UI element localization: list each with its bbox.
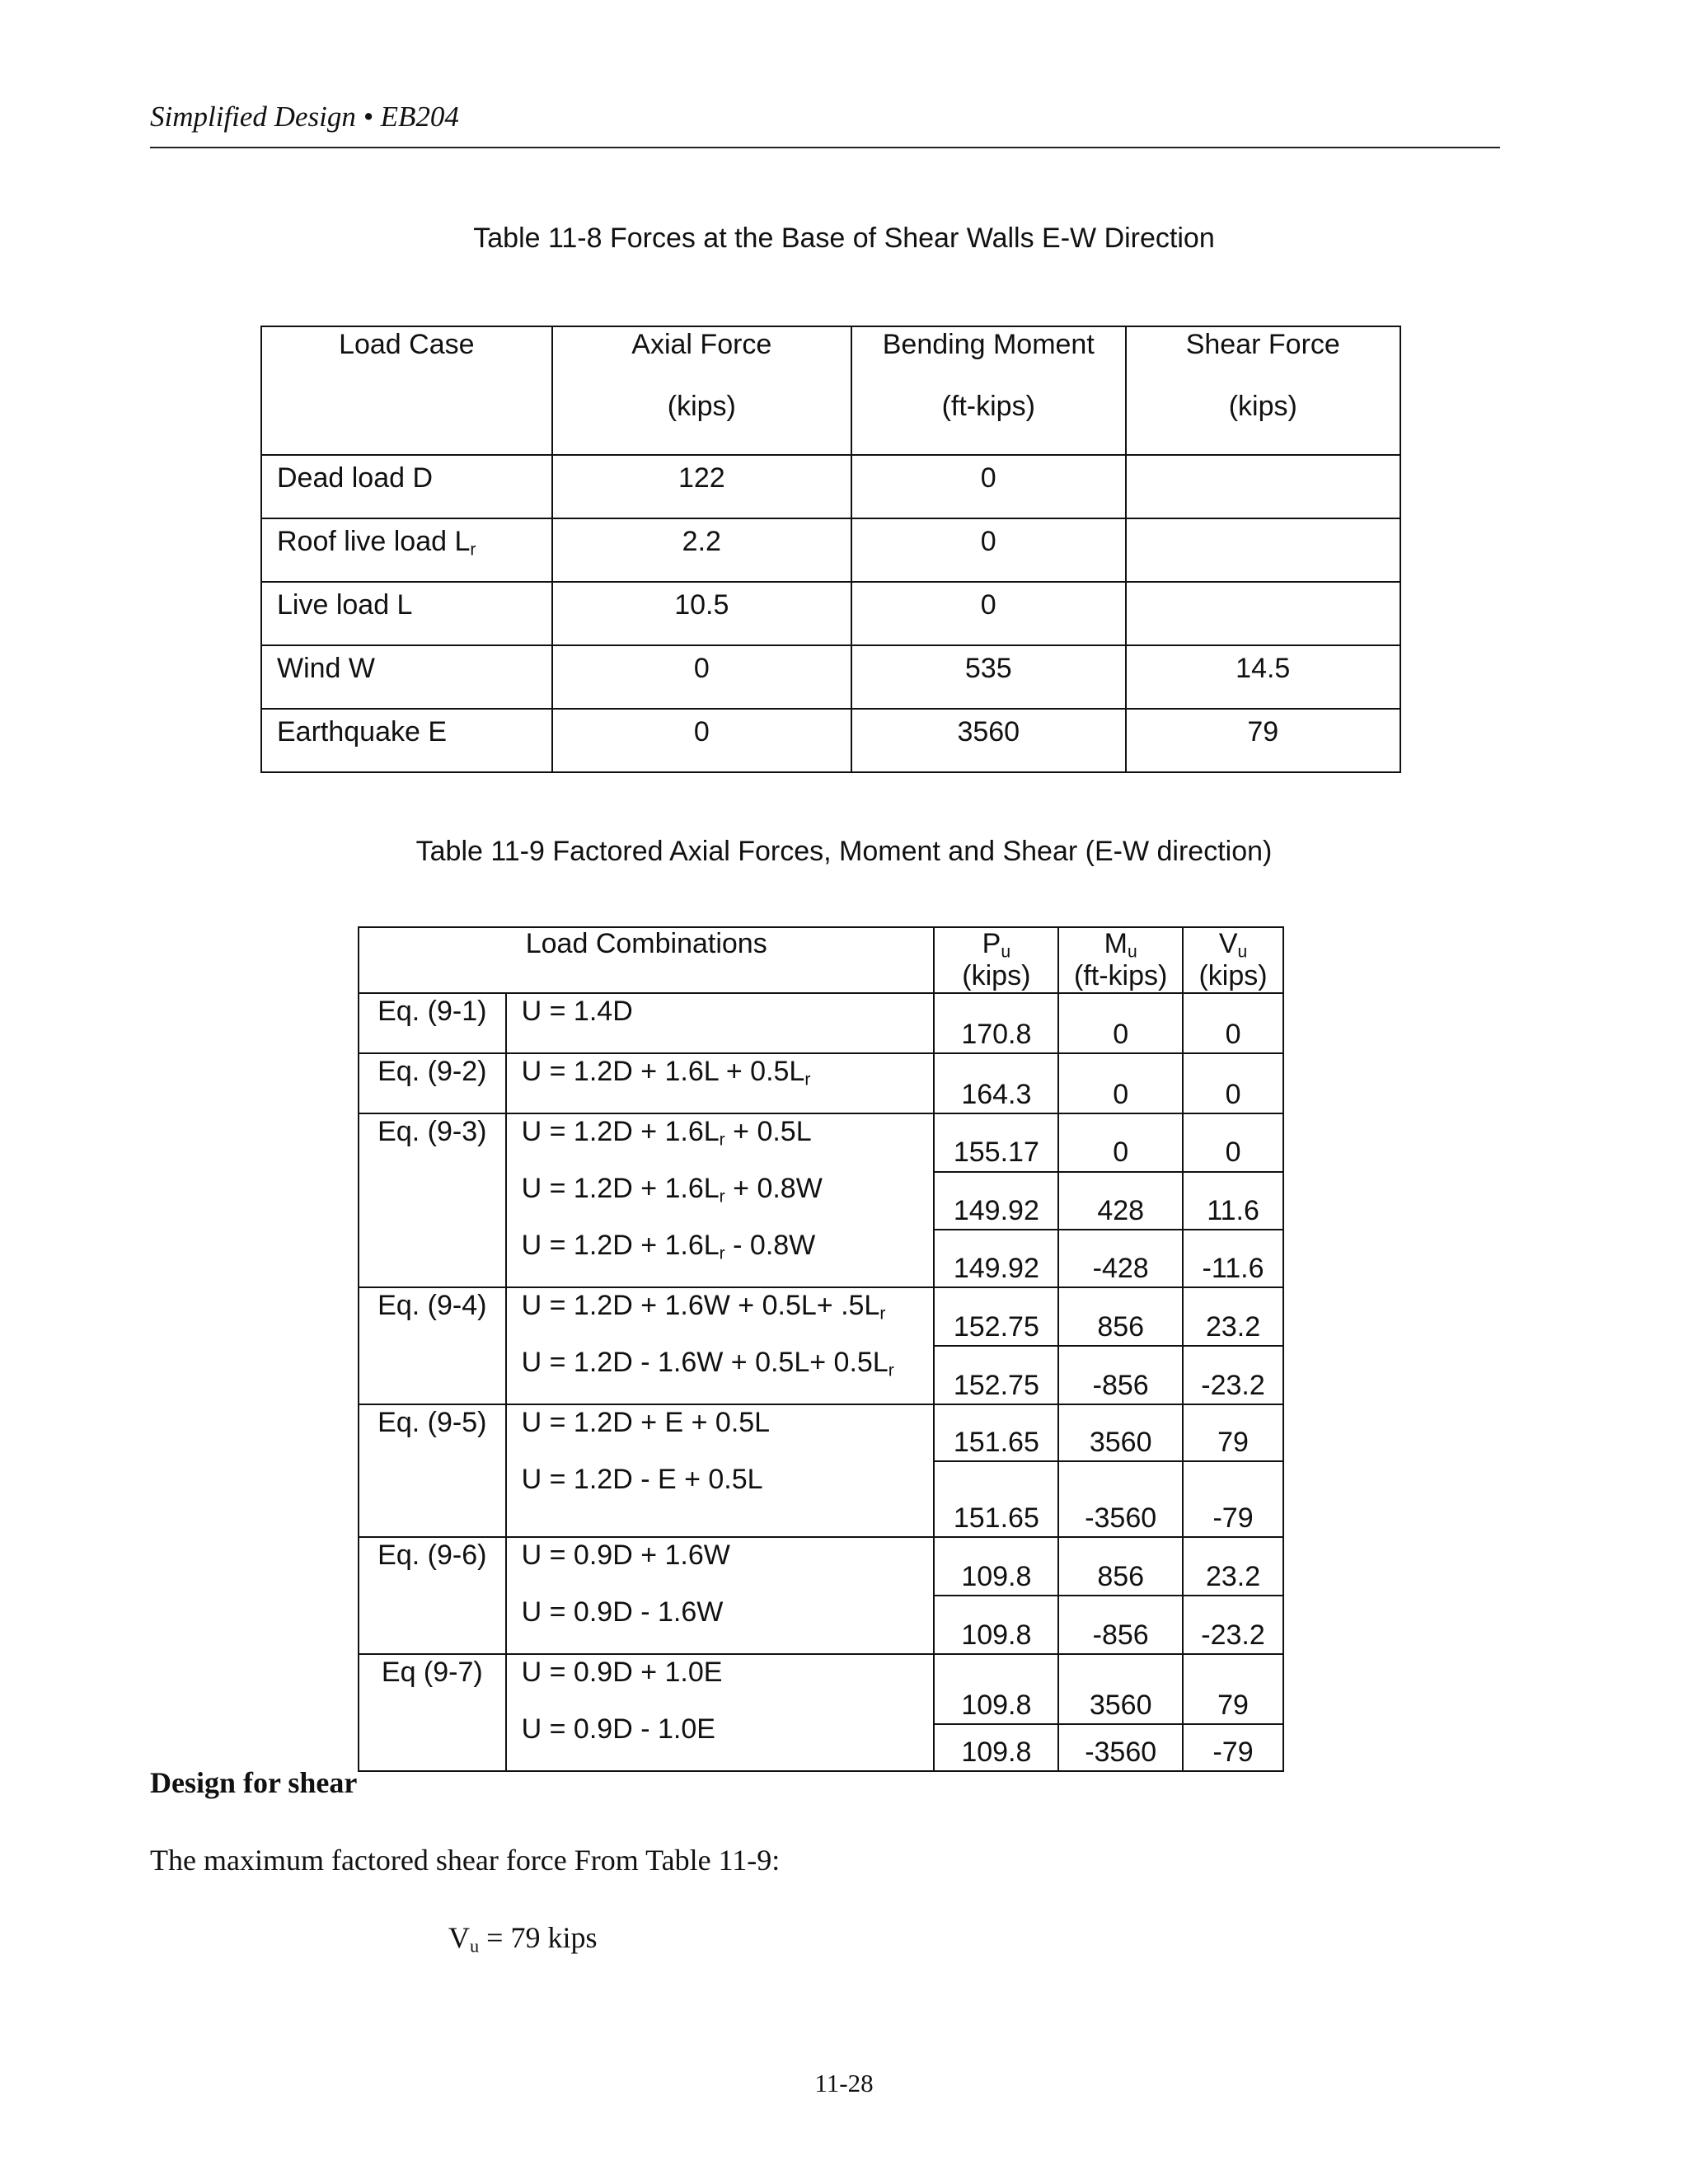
pu-cell: 151.65 — [934, 1461, 1058, 1537]
vu-cell: 0 — [1183, 1113, 1283, 1171]
header-pu: $P_u$ (kips) — [934, 927, 1058, 993]
table-row — [359, 1287, 1283, 1346]
equation-ref-cell: Eq. (9-1) — [359, 993, 506, 1053]
vu-cell: 11.6 — [1183, 1172, 1283, 1230]
mu-cell: 0 — [1058, 1113, 1183, 1171]
table-row — [359, 1113, 1283, 1171]
pu-cell: 149.92 — [934, 1230, 1058, 1287]
load-combination-cell — [506, 1654, 935, 1771]
bending-moment-cell: 0 — [851, 455, 1126, 518]
load-combination-cell — [506, 1287, 935, 1404]
axial-force-cell: 10.5 — [552, 582, 851, 645]
vu-cell: -79 — [1183, 1724, 1283, 1771]
table-row — [359, 1654, 1283, 1724]
shear-force-cell: 79 — [1126, 709, 1400, 772]
pu-cell: 109.8 — [934, 1654, 1058, 1724]
load-combination-formula: U = 0.9D + 1.0E — [521, 1657, 723, 1689]
header-rule — [150, 147, 1500, 148]
pu-cell: 109.8 — [934, 1724, 1058, 1771]
load-combination-cell — [506, 1113, 935, 1287]
bending-moment-cell: 535 — [851, 645, 1126, 709]
table-row — [359, 1053, 1283, 1113]
mu-cell: -3560 — [1058, 1724, 1183, 1771]
pu-cell: 149.92 — [934, 1172, 1058, 1230]
load-case-cell: Roof live load $L_r$ — [261, 518, 552, 582]
vu-cell: -23.2 — [1183, 1596, 1283, 1654]
load-case-cell: Wind W — [261, 645, 552, 709]
table-row — [261, 709, 1400, 772]
pu-cell: 109.8 — [934, 1537, 1058, 1596]
equation-ref-cell: Eq. (9-3) — [359, 1113, 506, 1287]
load-combination-formula: U = 1.2D + E + 0.5L — [521, 1407, 771, 1439]
column-header: Shear Force (kips) — [1126, 326, 1400, 455]
pu-cell: 164.3 — [934, 1053, 1058, 1113]
mu-cell: 3560 — [1058, 1404, 1183, 1461]
load-case-cell: Live load L — [261, 582, 552, 645]
table-11-9 — [358, 926, 1284, 1772]
pu-cell: 109.8 — [934, 1596, 1058, 1654]
bending-moment-cell: 0 — [851, 582, 1126, 645]
equation-ref-cell: Eq. (9-2) — [359, 1053, 506, 1113]
vu-cell: 0 — [1183, 993, 1283, 1053]
vu-cell: 79 — [1183, 1654, 1283, 1724]
vu-cell: 23.2 — [1183, 1287, 1283, 1346]
load-combination-formula: U = 0.9D - 1.0E — [521, 1713, 715, 1746]
pu-cell: 151.65 — [934, 1404, 1058, 1461]
bending-moment-cell: 0 — [851, 518, 1126, 582]
mu-cell: 3560 — [1058, 1654, 1183, 1724]
table-row — [261, 518, 1400, 582]
shear-force-cell — [1126, 518, 1400, 582]
pu-cell: 170.8 — [934, 993, 1058, 1053]
header-mu: $M_u$ (ft-kips) — [1058, 927, 1183, 993]
table-11-8 — [260, 326, 1401, 773]
equation-ref-cell: Eq. (9-5) — [359, 1404, 506, 1537]
shear-force-cell: 14.5 — [1126, 645, 1400, 709]
table-11-8-caption: Table 11-8 Forces at the Base of Shear Walls E-W Direction — [473, 223, 1215, 254]
mu-cell: -3560 — [1058, 1461, 1183, 1537]
page-number: 11-28 — [814, 2069, 874, 2097]
vu-cell: -79 — [1183, 1461, 1283, 1537]
running-header: Simplified Design • EB204 — [150, 101, 459, 133]
table-row — [261, 582, 1400, 645]
pu-cell: 152.75 — [934, 1287, 1058, 1346]
column-header: Bending Moment (ft-kips) — [851, 326, 1126, 455]
mu-cell: 0 — [1058, 1053, 1183, 1113]
axial-force-cell: 122 — [552, 455, 851, 518]
load-case-cell: Earthquake E — [261, 709, 552, 772]
load-combination-formula: U = 0.9D - 1.6W — [521, 1596, 724, 1629]
table-row — [359, 1404, 1283, 1461]
axial-force-cell: 0 — [552, 645, 851, 709]
column-header: Axial Force (kips) — [552, 326, 851, 455]
shear-equation: $V_u = 79$ kips — [448, 1921, 598, 1957]
mu-cell: -428 — [1058, 1230, 1183, 1287]
load-combination-formula: U = 1.4D — [521, 996, 633, 1028]
table-row — [359, 993, 1283, 1053]
load-case-cell: Dead load D — [261, 455, 552, 518]
mu-cell: -856 — [1058, 1346, 1183, 1404]
table-header-row — [359, 927, 1283, 993]
mu-cell: 856 — [1058, 1287, 1183, 1346]
table-11-9-caption: Table 11-9 Factored Axial Forces, Moment and Shear (E-W direction) — [415, 836, 1273, 867]
load-combination-cell — [506, 993, 935, 1053]
vu-cell: 23.2 — [1183, 1537, 1283, 1596]
load-combination-formula: U = 0.9D + 1.6W — [521, 1540, 730, 1572]
mu-cell: 428 — [1058, 1172, 1183, 1230]
vu-cell: -11.6 — [1183, 1230, 1283, 1287]
pu-cell: 155.17 — [934, 1113, 1058, 1171]
axial-force-cell: 2.2 — [552, 518, 851, 582]
axial-force-cell: 0 — [552, 709, 851, 772]
mu-cell: 856 — [1058, 1537, 1183, 1596]
load-combination-formula: $U = 1.2D + 1.6W + 0.5L+ .5L_r$ — [521, 1290, 886, 1324]
table-header-row — [261, 326, 1400, 455]
shear-force-cell — [1126, 455, 1400, 518]
load-combination-cell — [506, 1404, 935, 1537]
mu-cell: 0 — [1058, 993, 1183, 1053]
load-combination-formula: $U = 1.2D - 1.6W + 0.5L+ 0.5L_r$ — [521, 1347, 894, 1380]
load-combination-formula: $U = 1.2D + 1.6L_r + 0.5L$ — [521, 1116, 812, 1150]
mu-cell: -856 — [1058, 1596, 1183, 1654]
load-combination-formula: U = 1.2D - E + 0.5L — [521, 1464, 763, 1496]
vu-cell: -23.2 — [1183, 1346, 1283, 1404]
load-combination-formula: $U = 1.2D + 1.6L_r - 0.8W$ — [521, 1230, 816, 1263]
header-load-combinations: Load Combinations — [359, 927, 934, 993]
load-combination-formula: $U = 1.2D + 1.6L_r + 0.8W$ — [521, 1173, 823, 1207]
load-combination-cell — [506, 1053, 935, 1113]
table-row — [261, 645, 1400, 709]
shear-force-cell — [1126, 582, 1400, 645]
load-combination-formula: $U = 1.2D + 1.6L + 0.5L_r$ — [521, 1056, 811, 1090]
column-header: Load Case — [261, 326, 552, 455]
section-heading: Design for shear — [150, 1766, 358, 1799]
header-vu: $V_u$ (kips) — [1183, 927, 1283, 993]
pu-cell: 152.75 — [934, 1346, 1058, 1404]
equation-ref-cell: Eq. (9-4) — [359, 1287, 506, 1404]
vu-cell: 79 — [1183, 1404, 1283, 1461]
vu-cell: 0 — [1183, 1053, 1283, 1113]
table-row — [359, 1537, 1283, 1596]
equation-ref-cell: Eq (9-7) — [359, 1654, 506, 1771]
table-row — [261, 455, 1400, 518]
bending-moment-cell: 3560 — [851, 709, 1126, 772]
load-combination-cell — [506, 1537, 935, 1654]
body-text: The maximum factored shear force From Table 11-9: — [150, 1844, 781, 1877]
equation-ref-cell: Eq. (9-6) — [359, 1537, 506, 1654]
